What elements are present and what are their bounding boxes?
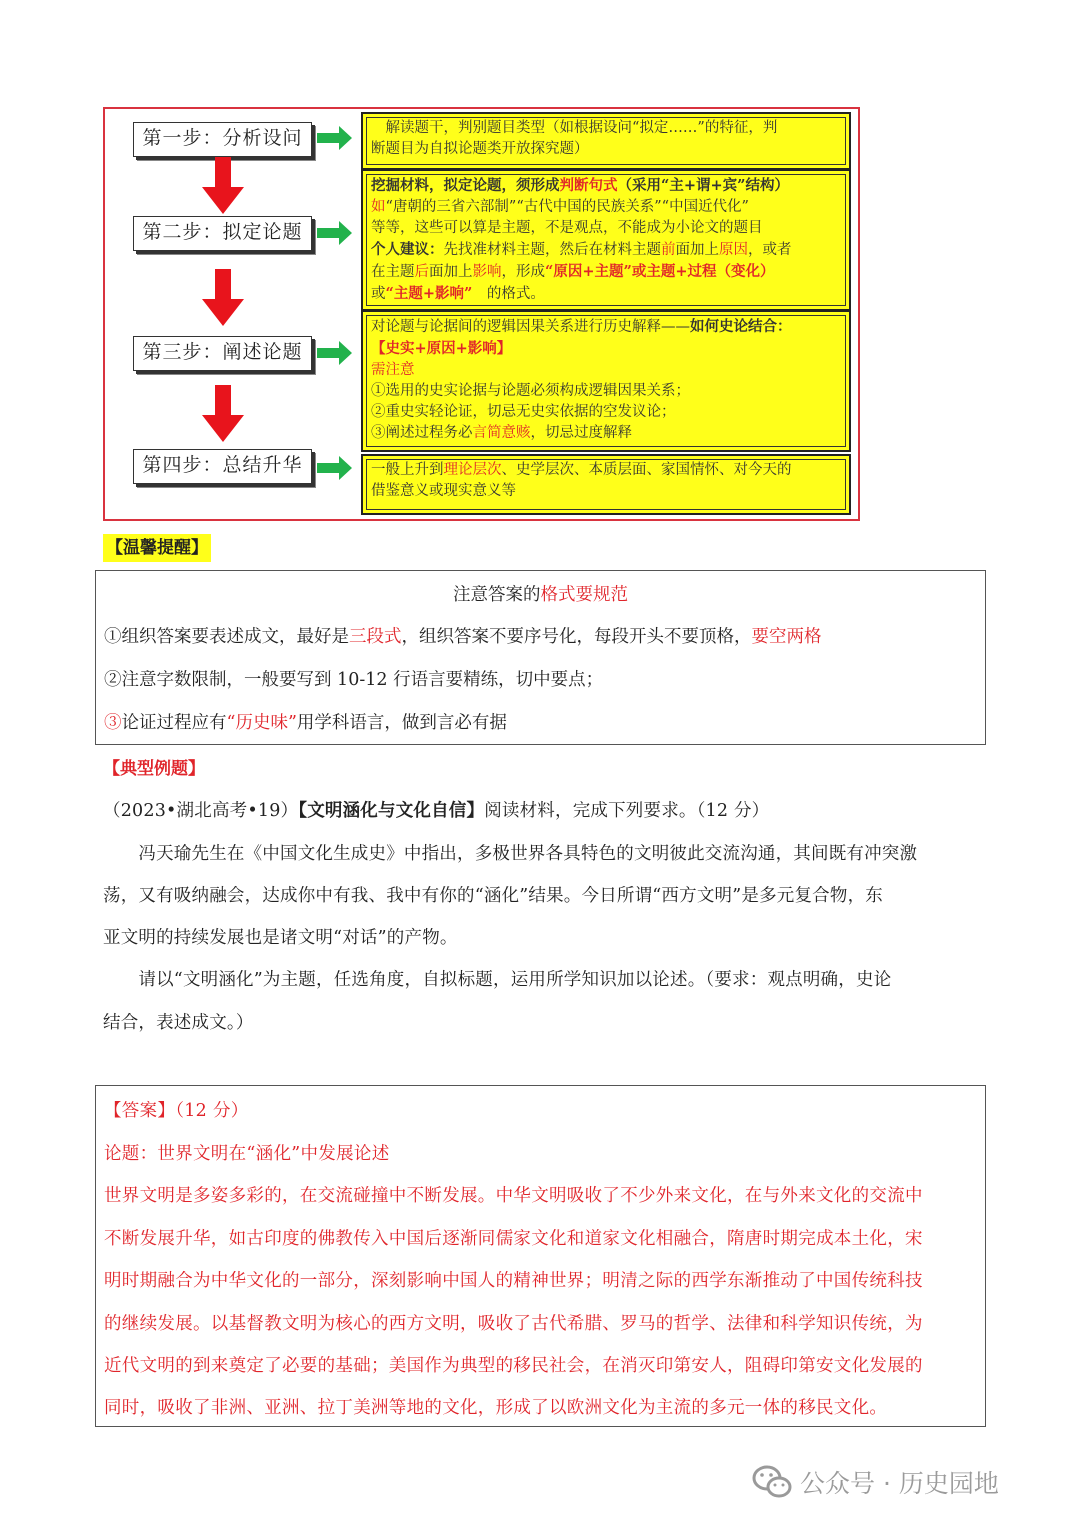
text-run: 【文明涵化与文化自信】 [298,801,485,821]
text-run: 个人建议： [371,241,444,258]
description-line [371,316,841,338]
step-4-description [361,454,851,515]
text-run: “原因+主题”或主题+过程（变化） [545,263,775,280]
text-run: ，切忌过度解释 [530,425,632,441]
text-run: 一般上升到 [371,462,444,478]
green-arrow-icon [317,125,353,151]
description-line [371,338,841,360]
example-paragraph-line [103,966,891,991]
description-line [371,239,841,261]
green-arrow-icon [317,220,353,246]
text-run: ，或者 [748,242,792,258]
text-run: 或 [371,286,386,302]
green-arrow-icon [317,340,353,366]
text-run: 解读题干，判别题目类型（如根据设问“拟定……”的特征，判 [371,120,778,136]
text-run: 如 [371,199,386,215]
tip-line [104,666,603,691]
description-line [371,283,841,305]
description-line [371,381,841,402]
text-run: （2023•湖北高考•19） [103,801,299,821]
description-line [371,423,841,444]
text-run: 面加上 [675,242,719,258]
tip-box [95,570,986,745]
text-run: 影响 [472,264,502,280]
text-run: 亚文明的持续发展也是诸文明“对话”的产物。 [103,928,458,948]
green-arrow-icon [317,455,353,481]
example-paragraph-line [103,840,917,865]
example-paragraph-line [103,1009,254,1034]
text-run: 等等，这些可以算是主题，不是观点，不能成为小论文的题目 [371,220,763,236]
text-run: ②注意字数限制，一般要写到 10-12 行语言要精练，切中要点； [104,670,604,690]
text-run: 的格式。 [472,286,545,302]
text-run: 论证过程应有 [121,713,227,733]
text-run: 借鉴意义或现实意义等 [371,483,516,499]
answer-thesis: 论题：世界文明在“涵化”中发展论述 [104,1144,390,1164]
text-run: 、史学层次、本质层面、家国情怀、对今天的 [501,462,792,478]
text-run: 原因 [719,242,748,258]
watermark-text: 公众号 · 历史园地 [800,1469,999,1498]
tip-line [104,709,507,734]
tip-box-title [96,581,985,606]
text-run: 阅读材料，完成下列要求。（12 分） [484,801,770,821]
example-heading: 【典型例题】 [103,759,205,779]
example-paragraph-line [103,924,458,949]
example-paragraph-line [103,882,883,907]
text-run: 三段式 [349,627,402,647]
text-run: ②重史实轻论证，切忌无史实依据的空发议论； [371,404,676,420]
description-line [371,402,841,423]
answer-text-line: 近代文明的到来奠定了必要的基础；美国作为典型的移民社会，在消灭印第安人，阻碍印第安文化发展的 [104,1356,923,1376]
description-line [371,118,841,139]
step-2-box: 第二步：拟定论题 [133,216,312,251]
text-run: （采用“主+谓+宾”结构） [617,177,789,194]
text-run: “主题+影响” [385,285,473,302]
method-flowchart [103,107,860,521]
text-run: 需注意 [371,362,415,378]
answer-box [95,1085,986,1427]
description-line [371,460,841,481]
answer-text-line: 同时，吸收了非洲、亚洲、拉丁美洲等地的文化，形成了以欧洲文化为主流的多元一体的移民文化。 [104,1398,888,1418]
text-run: 格式要规范 [540,585,628,605]
text-run: 先找准材料主题，然后在材料主题 [443,242,661,258]
wechat-icon [752,1465,792,1499]
text-run: ①组织答案要表述成文，最好是 [104,627,349,647]
answer-text-line: 的继续发展。以基督教文明为核心的西方文明，吸收了古代希腊、罗马的哲学、法律和科学知识传统，为 [104,1314,923,1334]
description-line [371,175,841,197]
text-run: ，组织答案不要序号化，每段开头不要顶格， [401,627,752,647]
description-line [371,139,841,160]
step-2-description [361,169,851,311]
red-down-arrow-icon [201,385,245,443]
text-run: 须形成 [516,177,560,194]
example-source-line [103,797,769,822]
step-4-box: 第四步：总结升华 [133,449,312,484]
step-3-box: 第三步：阐述论题 [133,336,312,371]
tip-heading: 【温馨提醒】 [103,534,211,562]
answer-text-line: 明时期融合为中华文化的一部分，深刻影响中国人的精神世界；明清之际的西学东渐推动了中国传统科技 [104,1271,923,1291]
text-run: 用学科语言，做到言必有据 [296,713,507,733]
text-run: 请以“文明涵化”为主题，任选角度，自拟标题，运用所学知识加以论述。（要求：观点明确，史论 [103,970,892,990]
text-run: 冯天瑜先生在《中国文化生成史》中指出，多极世界各具特色的文明彼此交流沟通，其间既有冲突激 [103,844,918,864]
description-line [371,197,841,218]
answer-heading: 【答案】（12 分） [104,1101,249,1121]
text-run: 前 [661,242,676,258]
text-run: 对论题与论据间的逻辑因果关系进行历史解释—— [371,319,690,335]
text-run: ①选用的史实论据与论题必须构成逻辑因果关系； [371,383,690,399]
description-line [371,481,841,502]
step-1-box: 第一步：分析设问 [133,122,312,157]
text-run: 面加上 [429,264,473,280]
answer-text-line: 世界文明是多姿多彩的，在交流碰撞中不断发展。中华文明吸收了不少外来文化，在与外来文化的交流中 [104,1186,923,1206]
text-run: ③ [104,713,122,733]
description-line [371,261,841,283]
watermark [752,1462,999,1502]
text-run: ，形成 [501,264,545,280]
step-3-description [361,310,851,452]
text-run: ③阐述过程务必 [371,425,473,441]
answer-text-line: 不断发展升华，如古印度的佛教传入中国后逐渐同儒家文化和道家文化相融合，隋唐时期完成本土化，宋 [104,1229,923,1249]
text-run: “唐朝的三省六部制”“古代中国的民族关系”“中国近代化” [385,199,749,215]
red-down-arrow-icon [201,157,245,215]
text-run: “历史味” [226,713,297,733]
step-1-description [361,112,851,170]
text-run: 在主题 [371,264,415,280]
text-run: 断题目为自拟论题类开放探究题） [371,141,589,157]
description-line [371,218,841,239]
text-run: 言简意赅 [472,425,531,441]
text-run: 如何史论结合： [690,318,792,335]
text-run: 要空两格 [751,627,822,647]
text-run: 挖掘材料，拟定论题， [371,177,516,194]
description-line [371,360,841,381]
tip-line [104,623,822,648]
text-run: 判断句式 [559,177,618,194]
text-run: 荡，又有吸纳融会，达成你中有我、我中有你的“涵化”结果。今日所谓“西方文明”是多元复合物，东 [103,886,883,906]
red-down-arrow-icon [201,269,245,327]
text-run: 【史实+原因+影响】 [371,340,512,357]
text-run: 后 [414,264,429,280]
text-run: 结合，表述成文。） [103,1013,254,1033]
text-run: 注意答案的 [453,585,541,605]
text-run: 理论层次 [443,462,502,478]
